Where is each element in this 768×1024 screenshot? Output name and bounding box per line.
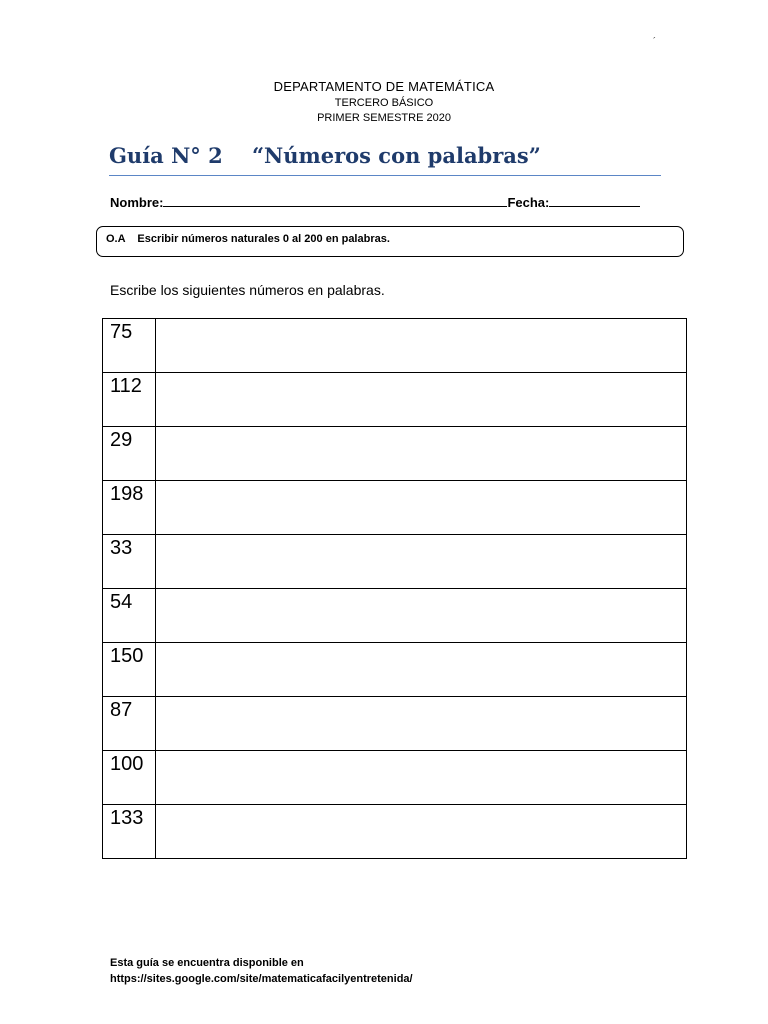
number-cell: 133 <box>103 805 156 859</box>
date-label: Fecha: <box>507 195 550 210</box>
date-field[interactable] <box>549 193 640 207</box>
footer-note <box>110 955 413 987</box>
numbers-table <box>102 318 687 859</box>
semester-label: PRIMER SEMESTRE 2020 <box>317 112 451 124</box>
number-cell: 29 <box>103 427 156 481</box>
objective-text: Escribir números naturales 0 al 200 en palabras. <box>137 233 390 245</box>
table-row <box>103 535 687 589</box>
table-row <box>103 697 687 751</box>
corner-mark: ´ <box>653 36 656 46</box>
objective-label: O.A <box>106 233 126 245</box>
objective-box <box>96 226 684 257</box>
number-cell: 198 <box>103 481 156 535</box>
answer-cell[interactable] <box>156 427 687 481</box>
answer-cell[interactable] <box>156 373 687 427</box>
instruction-text: Escribe los siguientes números en palabras. <box>110 282 385 298</box>
number-cell: 75 <box>103 319 156 373</box>
grade-label: TERCERO BÁSICO <box>334 97 434 109</box>
answer-cell[interactable] <box>156 643 687 697</box>
number-cell: 112 <box>103 373 156 427</box>
table-row <box>103 319 687 373</box>
table-row <box>103 751 687 805</box>
guide-title <box>109 143 659 168</box>
number-cell: 150 <box>103 643 156 697</box>
answer-cell[interactable] <box>156 697 687 751</box>
name-date-row <box>110 193 640 210</box>
guide-number: Guía N° 2 <box>109 143 223 168</box>
footer-line-1: Esta guía se encuentra disponible en <box>110 957 304 969</box>
document-header <box>0 79 768 124</box>
table-row <box>103 481 687 535</box>
name-label: Nombre: <box>110 195 164 210</box>
guide-topic: “Números con palabras” <box>251 143 541 168</box>
title-underline <box>109 175 661 176</box>
department-title: DEPARTAMENTO DE MATEMÁTICA <box>273 79 495 94</box>
answer-cell[interactable] <box>156 481 687 535</box>
footer-url: https://sites.google.com/site/matematicafacilyentretenida/ <box>110 973 413 985</box>
answer-cell[interactable] <box>156 319 687 373</box>
answer-cell[interactable] <box>156 535 687 589</box>
answer-cell[interactable] <box>156 589 687 643</box>
table-row <box>103 805 687 859</box>
number-cell: 100 <box>103 751 156 805</box>
number-cell: 54 <box>103 589 156 643</box>
table-row <box>103 427 687 481</box>
number-cell: 33 <box>103 535 156 589</box>
table-row <box>103 589 687 643</box>
answer-cell[interactable] <box>156 751 687 805</box>
name-field[interactable] <box>163 193 507 207</box>
answer-cell[interactable] <box>156 805 687 859</box>
table-row <box>103 373 687 427</box>
table-row <box>103 643 687 697</box>
number-cell: 87 <box>103 697 156 751</box>
